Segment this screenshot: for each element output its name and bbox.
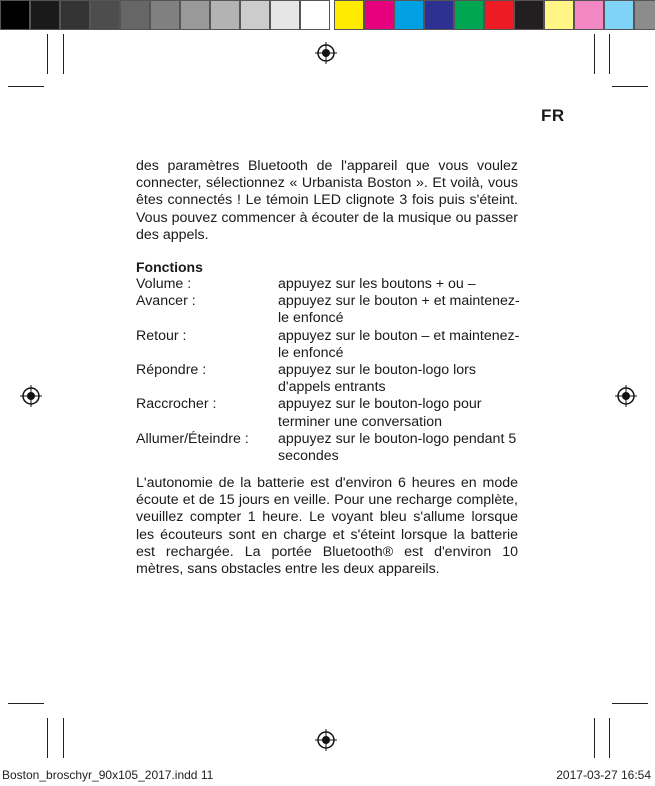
functions-list (136, 276, 526, 465)
language-label: FR (541, 106, 565, 125)
color-swatch (300, 0, 330, 30)
functions-heading: Fonctions (136, 259, 203, 275)
color-bar (0, 0, 655, 32)
color-swatch (0, 0, 30, 30)
function-description: appuyez sur le bouton – et maintenez-le enfoncé (278, 327, 520, 361)
registration-mark-icon (315, 729, 337, 751)
color-swatch (394, 0, 424, 30)
function-label: Répondre : (136, 362, 207, 379)
function-description: appuyez sur le bouton-logo pendant 5 secondes (278, 430, 517, 465)
color-swatch (180, 0, 210, 30)
function-row (136, 328, 526, 362)
paragraph-pairing: des paramètres Bluetooth de l'appareil que vous voulez connecter, sélectionnez « Urbanista Boston ». Et voilà, vous êtes connectés ! Le témoin LED clignote 3 fois puis s'éteint. Vous pouvez commencer à écouter de la musique ou passer des appels. (136, 158, 518, 243)
function-label: Allumer/Éteindre : (136, 430, 249, 447)
crop-mark (63, 718, 64, 758)
function-description: appuyez sur le bouton-logo lors d'appels entrants (278, 362, 476, 396)
color-swatch (90, 0, 120, 30)
slug-datetime: 2017-03-27 16:54 (556, 768, 651, 782)
crop-mark (594, 34, 595, 74)
color-swatch (120, 0, 150, 30)
function-row (136, 362, 526, 396)
function-description: appuyez sur les boutons + ou – (278, 276, 476, 292)
crop-mark (612, 703, 648, 704)
function-row (136, 276, 526, 293)
color-swatch (604, 0, 634, 30)
crop-mark (609, 34, 610, 74)
crop-mark (609, 718, 610, 758)
color-swatch (210, 0, 240, 30)
function-row (136, 293, 526, 327)
function-label: Volume : (136, 276, 192, 292)
color-swatch (30, 0, 60, 30)
color-swatch (454, 0, 484, 30)
color-swatch (364, 0, 394, 30)
function-row (136, 396, 526, 430)
color-swatch (424, 0, 454, 30)
function-row (136, 431, 526, 465)
slug-filename: Boston_broschyr_90x105_2017.indd 11 (2, 768, 214, 782)
crop-mark (8, 86, 44, 87)
crop-mark (47, 34, 48, 74)
color-swatch (484, 0, 514, 30)
color-swatch (240, 0, 270, 30)
function-description: appuyez sur le bouton-logo pour terminer une conversation (278, 396, 482, 430)
color-swatch (334, 0, 364, 30)
color-swatch (270, 0, 300, 30)
function-label: Retour : (136, 327, 187, 344)
color-swatch (574, 0, 604, 30)
paragraph-battery: L'autonomie de la batterie est d'environ 6 heures en mode écoute et de 15 jours en veille. Pour une recharge complète, veuillez compter 1 heure. Le voyant bleu s'allume lorsque les écouteurs sont en charge et s'éteint lorsque la batterie est rechargée. La portée Bluetooth® est d'environ 10 mètres, sans obstacles entre les deux appareils. (136, 475, 518, 578)
registration-mark-icon (20, 385, 42, 407)
function-label: Avancer : (136, 293, 196, 310)
color-swatch (634, 0, 655, 30)
color-swatch (514, 0, 544, 30)
function-label: Raccrocher : (136, 396, 217, 413)
registration-mark-icon (615, 385, 637, 407)
crop-mark (8, 703, 44, 704)
registration-mark-icon (315, 42, 337, 64)
crop-mark (63, 34, 64, 74)
color-swatch (150, 0, 180, 30)
color-swatch (60, 0, 90, 30)
crop-mark (47, 718, 48, 758)
function-description: appuyez sur le bouton + et maintenez-le enfoncé (278, 293, 520, 327)
color-swatch (544, 0, 574, 30)
crop-mark (594, 718, 595, 758)
crop-mark (612, 86, 648, 87)
